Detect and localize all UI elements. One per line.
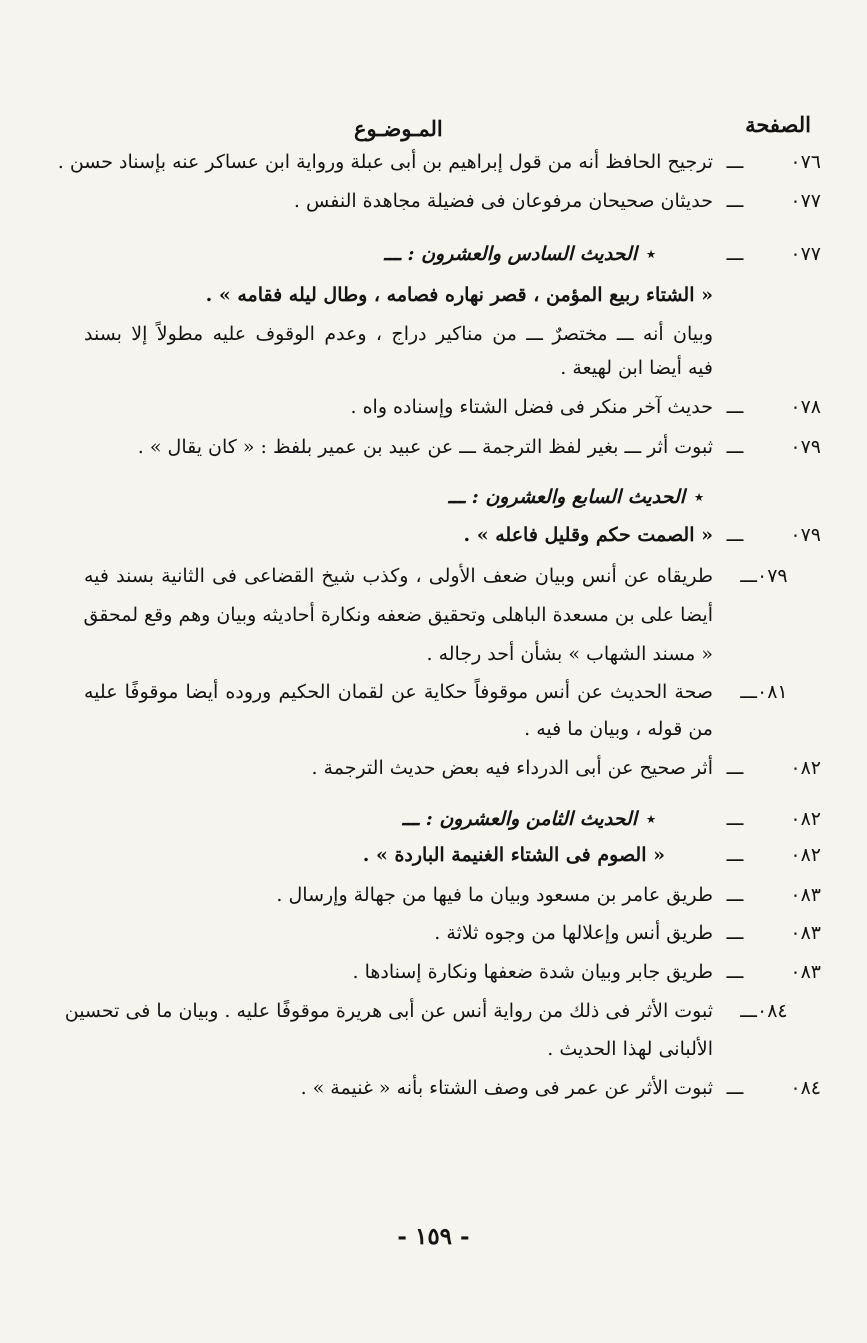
- star-marker: ٭: [645, 808, 657, 830]
- entry-page-number: ٠٨٤: [790, 1077, 821, 1099]
- dash: ـــ: [726, 808, 744, 830]
- entry-text: « مسند الشهاب » بشأن أحد رجاله .: [426, 643, 713, 665]
- entry-continuation: [84, 323, 821, 345]
- entry-page-number: ٠٨٣: [790, 922, 821, 944]
- entry-page-number: ٠٧٨: [790, 396, 821, 418]
- toc-entry: [84, 961, 821, 983]
- toc-entry: [84, 922, 821, 944]
- entry-text: ثبوت الأثر عن عمر فى وصف الشتاء بأنه « غنيمة » .: [300, 1077, 713, 1099]
- toc-entry: [64, 1000, 821, 1022]
- entry-page-number: ٠٨٤: [757, 1000, 788, 1022]
- entry-text: الألبانى لهذا الحديث .: [547, 1038, 713, 1060]
- dash: ـــ: [740, 1000, 757, 1022]
- entry-text: ثبوت أثر ـــ بغير لفظ الترجمة ـــ عن عبيد بن عمير بلفظ : « كان يقال » .: [137, 436, 713, 458]
- entry-text: ثبوت الأثر فى ذلك من رواية أنس عن أبى هريرة موقوفًا عليه . وبيان ما فى تحسين: [64, 1000, 713, 1022]
- entry-text: صحة الحديث عن أنس موقوفاً حكاية عن لقمان الحكيم وروده أيضا موقوفًا عليه: [84, 681, 713, 703]
- entry-page-number: ٠٨٢: [790, 757, 821, 779]
- hadith-heading-27: [84, 486, 821, 508]
- entry-text: أثر صحيح عن أبى الدرداء فيه بعض حديث الترجمة .: [311, 757, 713, 779]
- heading-text: الحديث السادس والعشرون : ـــ: [384, 243, 637, 265]
- entry-text: ترجيح الحافظ أنه من قول إبراهيم بن أبى عبلة ورواية ابن عساكر عنه بإسناد حسن .: [57, 151, 713, 173]
- hadith-quote: [84, 524, 821, 546]
- dash: ـــ: [726, 884, 744, 906]
- entry-continuation: [84, 718, 821, 740]
- hadith-heading-26: [84, 243, 821, 265]
- dash: ـــ: [726, 1077, 744, 1099]
- toc-entry: [84, 436, 821, 458]
- entry-text: طريق عامر بن مسعود وبيان ما فيها من جهالة وإرسال .: [276, 884, 713, 906]
- toc-entry: [57, 151, 821, 173]
- page-number: - ١٥٩ -: [397, 1223, 470, 1250]
- entry-continuation: [84, 1038, 821, 1060]
- entry-text: طريقاه عن أنس وبيان ضعف الأولى ، وكذب شيخ القضاعى فى الثانية بسند فيه: [84, 565, 713, 587]
- dash: ـــ: [726, 922, 744, 944]
- toc-entry: [84, 190, 821, 212]
- entry-page-number: ٠٧٩: [790, 524, 821, 546]
- toc-entry: [84, 757, 821, 779]
- dash: ـــ: [726, 961, 744, 983]
- hadith-heading-28: [84, 808, 821, 830]
- entry-continuation: [84, 643, 821, 665]
- hadith-quote: [84, 284, 821, 306]
- toc-entry: [84, 1077, 821, 1099]
- quote-text: « الشتاء ربيع المؤمن ، قصر نهاره فصامه ، وطال ليله فقامه » .: [205, 284, 713, 306]
- entry-text: وبيان أنه ـــ مختصرٌ ـــ من مناكير دراج ، وعدم الوقوف عليه مطولاً إلا بسند: [84, 323, 713, 345]
- toc-entry: [84, 565, 821, 587]
- heading-text: الحديث السابع والعشرون : ـــ: [448, 486, 685, 508]
- toc-entry: [84, 681, 821, 703]
- toc-entry: [84, 884, 821, 906]
- dash: ـــ: [740, 565, 757, 587]
- entry-page-number: ٠٨٢: [790, 844, 821, 866]
- hadith-quote: [84, 844, 821, 866]
- star-marker: ٭: [645, 243, 657, 265]
- dash: ـــ: [726, 757, 744, 779]
- entry-text: من قوله ، وبيان ما فيه .: [524, 718, 713, 740]
- entry-page-number: ٠٧٩: [757, 565, 788, 587]
- entry-page-number: ٠٨١: [757, 681, 788, 703]
- entry-text: حديثان صحيحان مرفوعان فى فضيلة مجاهدة النفس .: [293, 190, 713, 212]
- entry-text: أيضا على بن مسعدة الباهلى وتحقيق ضعفه ونكارة أحاديثه وبيان وهم وقع لمحقق: [83, 604, 713, 626]
- dash: ـــ: [726, 524, 744, 546]
- dash: ـــ: [740, 681, 757, 703]
- entry-text: حديث آخر منكر فى فضل الشتاء وإسناده واه .: [350, 396, 713, 418]
- dash: ـــ: [726, 151, 744, 173]
- entry-continuation: [84, 357, 821, 379]
- heading-text: الحديث الثامن والعشرون : ـــ: [402, 808, 637, 830]
- quote-text: « الصوم فى الشتاء الغنيمة الباردة » .: [362, 844, 665, 866]
- entry-text: فيه أيضا ابن لهيعة .: [560, 357, 713, 379]
- dash: ـــ: [726, 243, 744, 265]
- entry-page-number: ٠٨٣: [790, 884, 821, 906]
- topic-column-header: المـوضـوع: [354, 116, 443, 141]
- star-marker: ٭: [693, 486, 705, 508]
- entry-text: طريق أنس وإعلالها من وجوه ثلاثة .: [434, 922, 713, 944]
- entry-page-number: ٠٨٣: [790, 961, 821, 983]
- toc-entry: [84, 396, 821, 418]
- entry-text: طريق جابر وبيان شدة ضعفها ونكارة إسنادها .: [352, 961, 713, 983]
- page-column-header: الصفحة: [745, 112, 811, 137]
- dash: ـــ: [726, 396, 744, 418]
- entry-page-number: ٠٧٩: [790, 436, 821, 458]
- dash: ـــ: [726, 436, 744, 458]
- entry-page-number: ٠٧٧: [790, 243, 821, 265]
- quote-text: « الصمت حكم وقليل فاعله » .: [463, 524, 713, 546]
- entry-page-number: ٠٧٦: [790, 151, 821, 173]
- dash: ـــ: [726, 844, 744, 866]
- dash: ـــ: [726, 190, 744, 212]
- entry-page-number: ٠٧٧: [790, 190, 821, 212]
- entry-page-number: ٠٨٢: [790, 808, 821, 830]
- entry-continuation: [84, 604, 821, 626]
